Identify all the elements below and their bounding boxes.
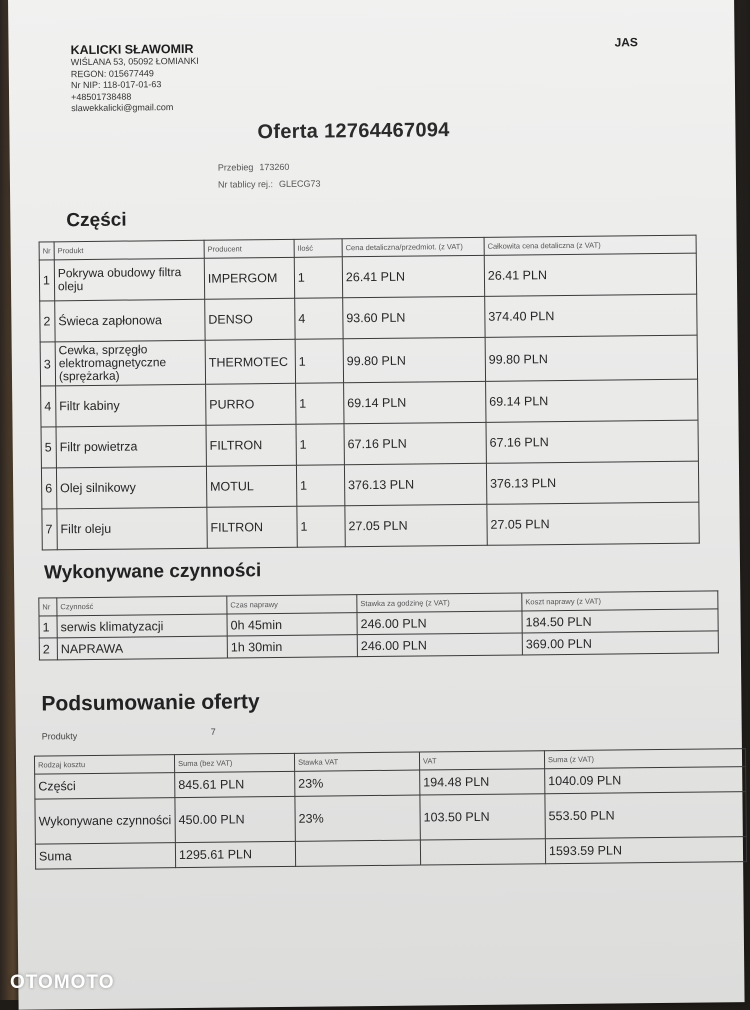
net-sum: 1295.61 PLN [175,841,295,867]
plate-line [218,176,321,194]
unit-price: 26.41 PLN [342,255,484,297]
vat-amount: 103.50 PLN [420,794,545,840]
vehicle-meta [218,159,321,194]
row-number: 5 [41,427,56,468]
row-number: 7 [42,509,57,550]
parts-header-cell: Cena detaliczna/przedmiot. (z VAT) [342,237,484,256]
parts-heading: Części [66,209,127,232]
unit-price: 376.13 PLN [344,463,486,505]
total-price: 99.80 PLN [485,335,698,381]
row-number: 2 [40,301,55,342]
producer: MOTUL [206,465,296,507]
table-row [39,253,696,301]
quantity: 1 [294,257,342,299]
parts-header-cell: Producent [204,239,294,258]
cost-type: Części [35,773,175,799]
products-count-value: 7 [210,726,216,737]
unit-price: 27.05 PLN [345,504,487,546]
labor-time: 1h 30min [227,635,357,658]
products-count-label: Produkty [41,731,78,742]
row-number: 6 [41,468,56,509]
row-number: 2 [39,638,57,660]
company-block [70,42,199,115]
vat-amount [420,839,545,865]
otomoto-watermark: OTOMOTO [10,972,115,993]
quantity: 1 [296,465,344,507]
net-sum: 450.00 PLN [175,796,295,842]
unit-price: 93.60 PLN [343,296,485,338]
labor-header-cell: Czas naprawy [227,595,357,614]
labor-header-cell: Nr [39,598,57,616]
mileage-label: Przebieg [217,162,254,173]
labor-cost: 184.50 PLN [522,609,718,633]
corner-code: JAS [614,35,638,50]
plate-value: GLECG73 [278,178,321,189]
plate-label: Nr tablicy rej.: [217,179,274,190]
labor-heading: Wykonywane czynności [43,560,262,584]
table-row [42,502,699,550]
parts-header-cell: Nr [39,242,54,260]
parts-table [39,235,700,551]
product-name: Filtr kabiny [56,384,206,427]
company-nip: Nr NIP: 118-017-01-63 [70,79,162,91]
quantity: 1 [297,506,345,548]
labor-time: 0h 45min [227,613,357,636]
parts-header-cell: Całkowita cena detaliczna (z VAT) [484,235,696,255]
row-number: 1 [39,260,54,301]
parts-header-cell: Produkt [54,240,204,260]
producer: DENSO [205,298,295,340]
unit-price: 69.14 PLN [343,381,485,423]
total-price: 69.14 PLN [485,379,697,422]
labor-header-cell: Stawka za godzinę (z VAT) [357,593,522,613]
total-price: 376.13 PLN [486,461,698,504]
quantity: 1 [296,424,344,466]
table-row [40,335,697,386]
table-row [41,461,698,509]
company-name: KALICKI SŁAWOMIR [70,41,194,58]
parts-header-cell: Ilość [294,239,342,258]
table-row [41,420,698,468]
total-price: 27.05 PLN [487,502,699,545]
quantity: 4 [295,298,343,340]
table-row [41,379,698,427]
quantity: 1 [295,383,343,425]
unit-price: 67.16 PLN [344,422,486,464]
producer: IMPERGOM [204,257,294,299]
summary-header-cell: VAT [419,751,544,770]
net-sum: 845.61 PLN [175,771,295,797]
labor-rate: 246.00 PLN [357,611,522,635]
row-number: 3 [40,342,55,386]
producer: PURRO [205,383,295,425]
summary-heading: Podsumowanie oferty [41,690,260,716]
producer: FILTRON [206,424,296,466]
total-price: 26.41 PLN [484,253,696,296]
producer: THERMOTEC [205,339,295,384]
company-address: WIŚLANA 53, 05092 ŁOMIANKI [70,55,199,68]
product-name: Filtr powietrza [56,425,206,468]
labor-activity: serwis klimatyzacji [57,614,227,638]
product-name: Świeca zapłonowa [55,299,205,342]
total-price: 374.40 PLN [485,294,697,337]
producer: FILTRON [207,506,297,548]
row-number: 1 [39,616,57,638]
product-name: Filtr oleju [57,507,207,550]
labor-table [38,590,719,660]
vat-amount: 194.48 PLN [420,769,545,795]
gross-sum: 1593.59 PLN [545,837,746,864]
company-regon: REGON: 015677449 [70,67,154,79]
summary-header-cell: Stawka VAT [294,752,419,771]
summary-header-cell: Suma (bez VAT) [174,753,294,772]
company-phone: +48501738488 [71,91,132,102]
summary-header-cell: Suma (z VAT) [544,749,745,769]
offer-title: Oferta 12764467094 [257,119,450,144]
product-name: Cewka, sprzęgło elektromagnetyczne (sprężarka) [55,340,205,386]
table-row [35,792,746,844]
document-page [8,0,745,1010]
product-name: Pokrywa obudowy filtra oleju [54,258,204,301]
vat-rate [295,840,420,866]
mileage-value: 173260 [259,161,290,173]
cost-type: Suma [35,843,175,869]
quantity: 1 [295,339,343,384]
labor-rate: 246.00 PLN [357,633,522,657]
labor-cost: 369.00 PLN [522,631,718,655]
labor-activity: NAPRAWA [57,636,227,660]
product-name: Olej silnikowy [56,466,206,509]
vat-rate: 23% [295,795,420,841]
row-number: 4 [41,386,56,427]
table-row [40,294,697,342]
mileage-line [218,159,321,177]
labor-header-cell: Czynność [57,596,227,616]
summary-header-cell: Rodzaj kosztu [34,755,174,774]
unit-price: 99.80 PLN [343,337,485,382]
cost-type: Wykonywane czynności [35,798,175,844]
vat-rate: 23% [295,770,420,796]
gross-sum: 553.50 PLN [545,792,746,839]
total-price: 67.16 PLN [486,420,698,463]
summary-table [34,748,747,869]
labor-header-cell: Koszt naprawy (z VAT) [522,591,718,611]
gross-sum: 1040.09 PLN [545,767,746,794]
company-email: slawekkalicki@gmail.com [71,102,174,114]
